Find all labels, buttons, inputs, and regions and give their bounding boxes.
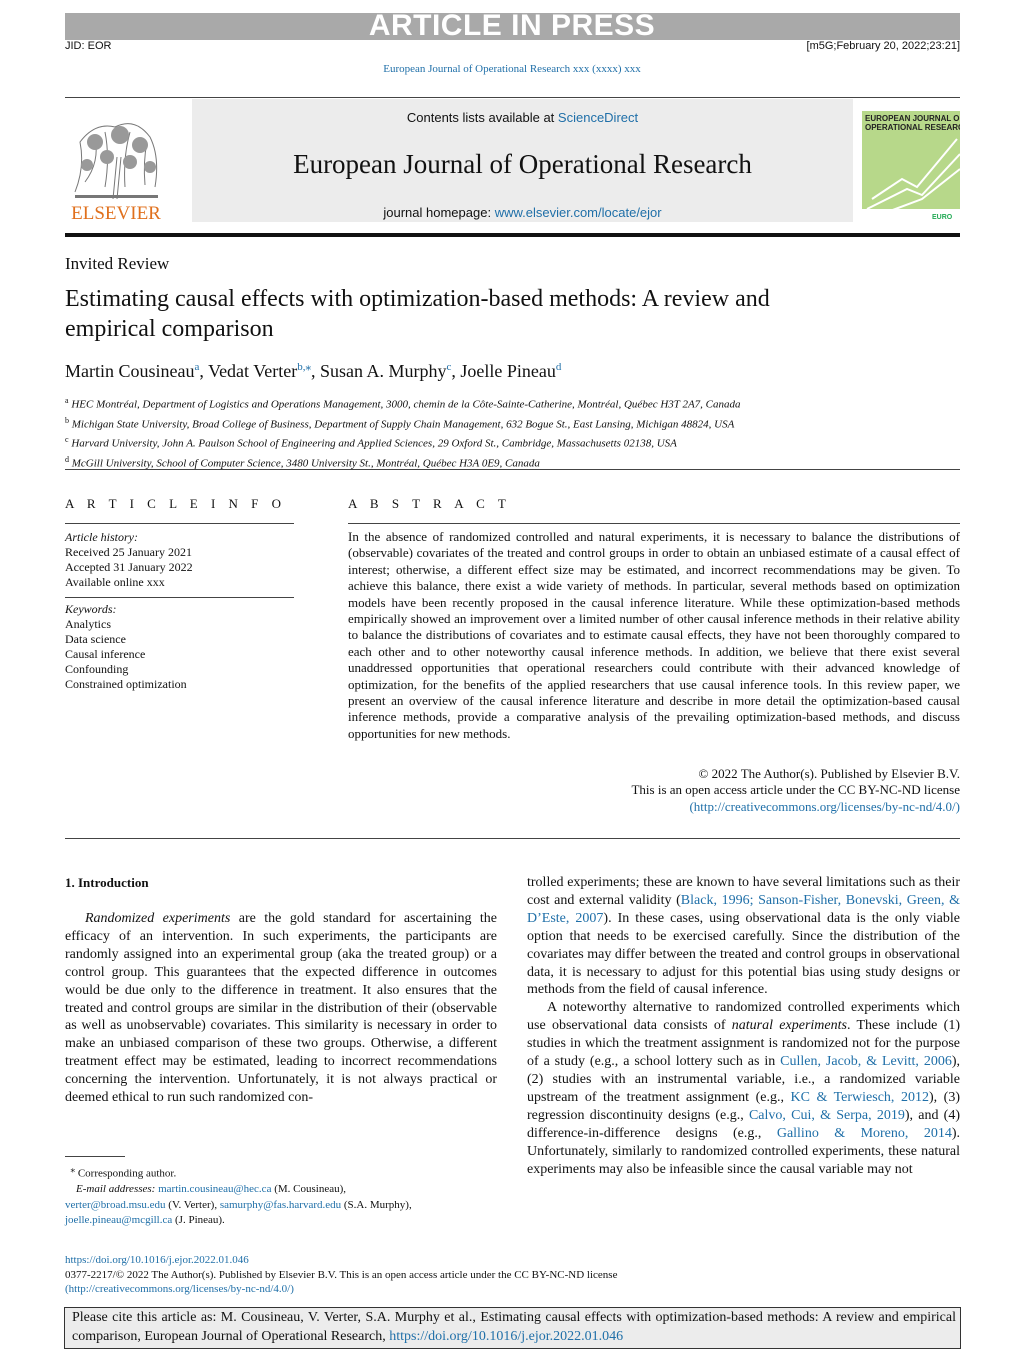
journal-title: European Journal of Operational Research [293, 149, 752, 179]
citation-link[interactable]: Cullen, Jacob, & Levitt, 2006 [780, 1054, 952, 1070]
email-link[interactable]: verter@broad.msu.edu [65, 1198, 166, 1211]
article-title: Estimating causal effects with optimization-based methods: A review and empirical comparison [65, 286, 770, 342]
author: Martin Cousineau [65, 361, 195, 381]
affiliation: $^a$ HEC Montréal, Department of Logistics and Operations Management, 3000, chemin de la Côte-Sainte-Catherine, Montréal, Québec H3T 2A7, Canada [65, 396, 741, 411]
author-mark[interactable]: b,⁎ [297, 361, 311, 373]
title-rule [65, 469, 960, 470]
abstract-copyright [348, 766, 960, 815]
keyword: Data science [65, 632, 126, 646]
citation-link[interactable]: Calvo, Cui, & Serpa, 2019 [748, 1107, 905, 1123]
affiliation: $^c$ Harvard University, John A. Paulson School of Engineering and Applied Sciences, 29 Oxford St., Cambridge, Massachusetts 02138, USA [65, 435, 677, 450]
citation-link[interactable]: Black, 1996; Sanson-Fisher, Bonevski, Green, & D’Este, 2007 [527, 892, 960, 926]
keyword: Confounding [65, 662, 129, 676]
doi-block [65, 1253, 960, 1297]
header-rule [65, 97, 960, 98]
article-info [65, 530, 294, 692]
affiliation: $^d$ McGill University, School of Computer Science, 3480 University St., Montréal, Québec H3A 0E9, Canada [65, 454, 540, 470]
author-mark[interactable]: a [194, 361, 200, 373]
author: Joelle Pineau [460, 361, 556, 381]
email-label: E-mail addresses: [76, 1183, 156, 1196]
keyword: Causal inference [65, 647, 146, 661]
license-link[interactable]: (http://creativecommons.org/licenses/by-nc-nd/4.0/) [65, 1283, 294, 1295]
abstract-rule [348, 523, 960, 524]
corresponding-author-note: Corresponding author. [77, 1167, 177, 1180]
paragraph: Randomized experiments are the gold standard for ascertaining the efficacy of an intervention. In such experiments, the participants are randomly assigned into an experimental group (aka the treated group) or a control group. This guarantees that the expected difference in outcomes would be due only to the difference in treatment. It also ensures that the treated and control groups are similar in the distribution of their (observable as well as unobservable) covariates. This similarity is necessary in order to make an unbiased comparison of these two groups. Otherwise, a different treatment effect may be estimated, leading to incorrect recommendations concerning the intervention. Unfortunately, it is not always practical or deemed ethical to run such randomized con- [65, 911, 498, 1106]
homepage-line [192, 205, 853, 220]
journal-cover [862, 99, 960, 222]
homepage-prefix: journal homepage: [383, 205, 492, 220]
author-list: Martin Cousineau$^a$, Vedat Verter$^{b,⁎}$, Susan A. Murphy$^c$, Joelle Pineau$^d$ [65, 361, 562, 381]
history-item: Accepted 31 January 2022 [65, 560, 193, 574]
sciencedirect-link[interactable]: ScienceDirect [557, 110, 639, 125]
keyword: Analytics [65, 617, 111, 631]
citation-link[interactable]: Gallino & Moreno, 2014 [776, 1125, 952, 1141]
copyright-line: © 2022 The Author(s). Published by Elsevier B.V. [698, 766, 960, 781]
section-type: Invited Review [65, 254, 170, 273]
doi-link[interactable]: https://doi.org/10.1016/j.ejor.2022.01.046 [65, 1254, 249, 1266]
abstract-bottom-rule [65, 838, 960, 839]
body-left-column [65, 910, 497, 1107]
svg-text:EUROPEAN JOURNAL OF: EUROPEAN JOURNAL OF [865, 114, 960, 123]
author: Susan A. Murphy [319, 361, 447, 381]
keyword: Constrained optimization [65, 677, 187, 691]
email-link[interactable]: martin.cousineau@hec.ca [158, 1183, 272, 1196]
footnote: ⁎ Corresponding author. E-mail addresses: martin.cousineau@hec.ca (M. Cousineau), verter@broad.msu.edu (V. Verter), samurphy@fas.harvard.edu (S.A. Murphy), joelle.pineau@mcgill.ca (J. Pineau). [65, 1164, 412, 1227]
contents-prefix: Contents lists available at [406, 110, 555, 125]
abstract-text: In the absence of randomized controlled and natural experiments, it is necessary to balance the distributions of (observable) covariates of the treated and control groups in order to obtain an unbiased estimate of a causal effect of interest; otherwise, a different effect size may be estimated, and incorrect recommendations may be given. To achieve this balance, there exist a wide variety of methods. In particular, several methods based on optimization models have been recently proposed in the causal inference literature. While these optimization-based methods empirically showed an improvement over a limited number of other causal inference methods in their relative ability to balance the distributions of covariates and to estimate causal effects, they have not been thoroughly compared to each other and to other noteworthy causal inference methods. In addition, we believe that there exist several unaddressed opportunities that operational researchers could contribute with their advanced knowledge of optimization, for the benefits of the applied researchers that use causal inference tools. In this review paper, we present an overview of the causal inference literature and describe in more detail the optimization-based causal inference methods, provide a comparative analysis of the prevailing optimization-based methods, and discuss opportunities for new methods. [348, 529, 960, 741]
journal-id: JID: EOR [65, 40, 112, 52]
license-link[interactable]: (http://creativecommons.org/licenses/by-nc-nd/4.0/) [689, 798, 960, 814]
email-link[interactable]: samurphy@fas.harvard.edu [219, 1198, 342, 1211]
version-stamp: [m5G;February 20, 2022;23:21] [806, 40, 960, 52]
paragraph: trolled experiments; these are known to have several limitations such as their cost and external validity (Black, 1996; Sanson-Fisher, Bonevski, Green, & D’Este, 2007). In these cases, using observational data is the only viable option that needs to be exercised carefully. Since the distribution of the covariates may differ between the treated and control groups in observational data, it is necessary to adjust for this potential bias using study designs or methods from the field of causal inference. [527, 875, 960, 998]
citation-doi-link[interactable]: https://doi.org/10.1016/j.ejor.2022.01.046 [389, 1328, 624, 1344]
article-info-heading: A R T I C L E I N F O [65, 496, 287, 511]
paragraph: A noteworthy alternative to randomized controlled experiments which use observational data consists of natural experiments. These include (1) studies in which the treatment assignment is randomized not for the purpose of a study (e.g., a school lottery such as in Cullen, Jacob, & Levitt, 2006), (2) studies with an instrumental variable, i.e., a randomized variable upstream of the treatment assignment (e.g., KC & Terwiesch, 2012), (3) regression discontinuity designs (e.g., Calvo, Cui, & Serpa, 2019), and (4) difference-in-difference designs (e.g., Gallino & Moreno, 2014). Unfortunately, similarly to randomized controlled experiments, these natural experiments may also be infeasible since the causal variable may not [527, 1000, 961, 1177]
license-line: This is an open access article under the CC BY-NC-ND license [631, 782, 960, 798]
homepage-link[interactable]: www.elsevier.com/locate/ejor [494, 205, 662, 220]
body-right-column [527, 874, 960, 1178]
masthead-rule [65, 233, 960, 237]
elsevier-tree-icon [65, 107, 168, 222]
contents-line [192, 110, 853, 125]
footnote-rule [65, 1156, 125, 1157]
svg-text:EURO: EURO [932, 214, 953, 221]
keywords-rule [65, 597, 294, 598]
history-item: Received 25 January 2021 [65, 545, 192, 559]
abstract-heading: A B S T R A C T [348, 496, 511, 511]
journal-reference[interactable]: European Journal of Operational Research xxx (xxxx) xxx [383, 63, 641, 75]
keywords-label: Keywords: [65, 602, 117, 616]
affiliation: $^b$ Michigan State University, Broad College of Business, Department of Supply Chain Management, 632 Bogue St., East Lansing, Michigan 48824, USA [65, 415, 735, 431]
author-mark[interactable]: c [446, 361, 452, 373]
citation-text: Please cite this article as: M. Cousineau, V. Verter, S.A. Murphy et al., Estimating causal effects with optimization-based methods: A review and empirical comparison, European Journal of Operational Research, https://doi.org/10.1016/j.ejor.2022.01.046 [72, 1310, 956, 1344]
svg-text:OPERATIONAL RESEARCH: OPERATIONAL RESEARCH [865, 123, 960, 132]
svg-text:ELSEVIER: ELSEVIER [71, 203, 161, 222]
history-label: Article history: [65, 530, 138, 544]
author: Vedat Verter [208, 361, 298, 381]
section-heading: 1. Introduction [65, 875, 149, 890]
issn-line: 0377-2217/© 2022 The Author(s). Published by Elsevier B.V. This is an open access article under the CC BY-NC-ND license [65, 1268, 618, 1281]
citation-link[interactable]: KC & Terwiesch, 2012 [790, 1089, 929, 1105]
email-link[interactable]: joelle.pineau@mcgill.ca [65, 1214, 173, 1227]
author-mark[interactable]: d [555, 361, 562, 373]
elsevier-logo [65, 107, 168, 222]
history-item: Available online xxx [65, 575, 165, 589]
article-in-press-banner: ARTICLE IN PRESS [368, 9, 656, 42]
article-info-rule [65, 523, 294, 524]
affiliations [65, 393, 960, 472]
